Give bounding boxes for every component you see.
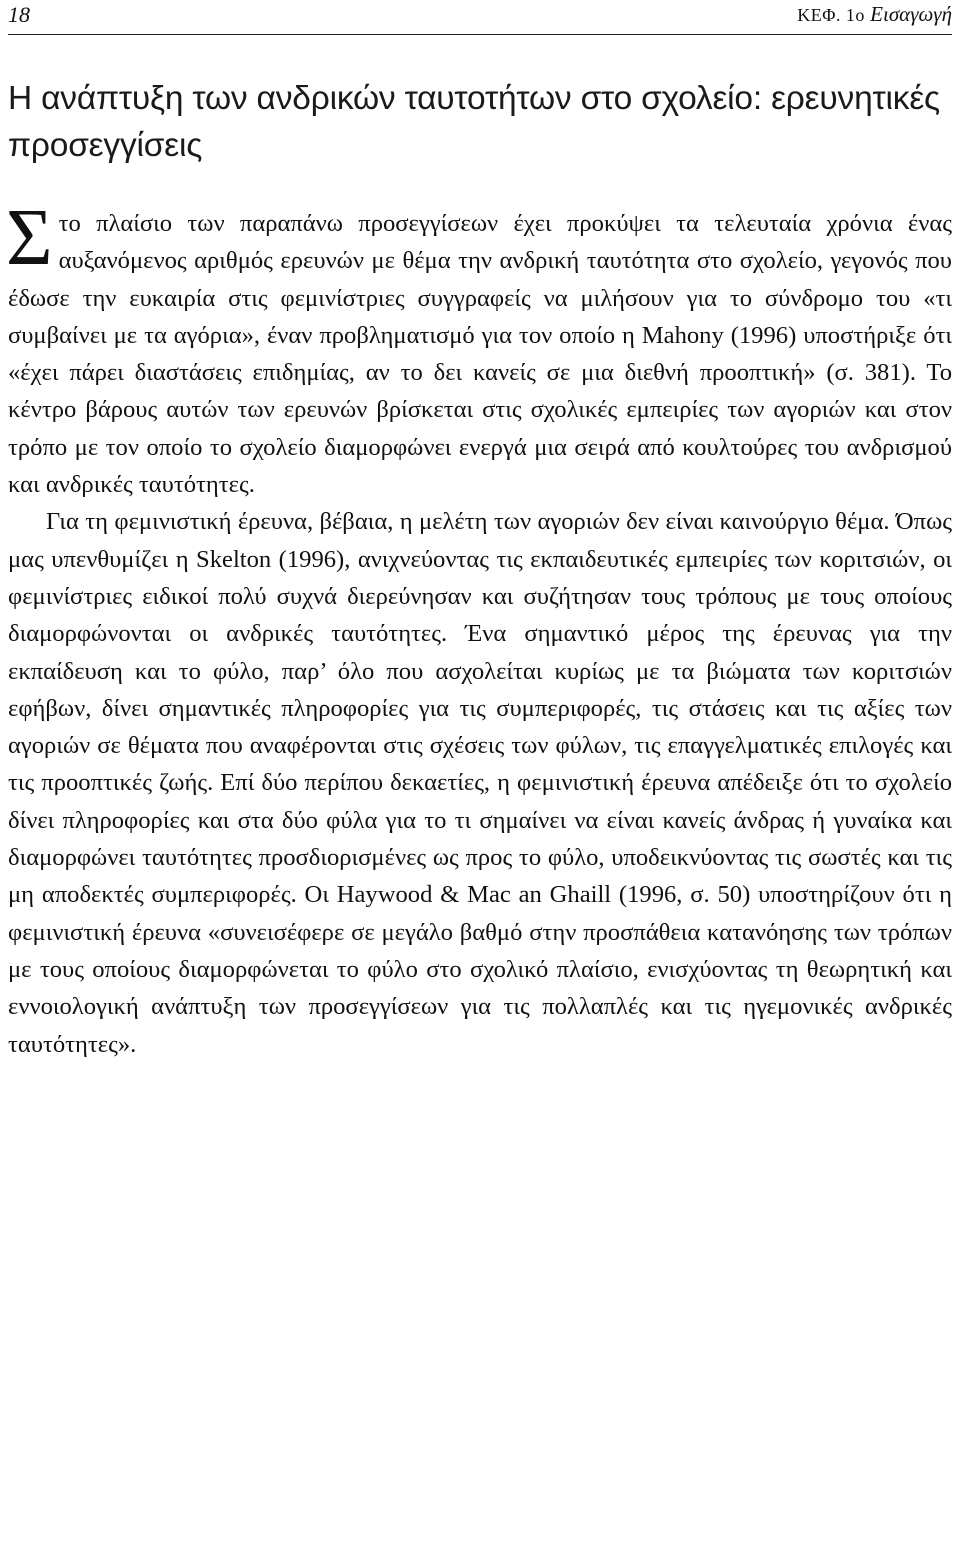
paragraph-second: Για τη φεμινιστική έρευνα, βέβαια, η μελέτη των αγοριών δεν είναι καινούργιο θέμα. Όπως μας υπενθυμίζει η Skelton (1996), ανιχνεύοντας τις εκπαιδευτικές εμπειρίες των κοριτσιών, οι φεμινίστριες ειδικοί πολύ συχνά διερεύνησαν και συζήτησαν τους τρόπους με τους οποίους διαμορφώνονται οι ανδρικές ταυτότητες. Ένα σημαντικό μέρος της έρευνας για την εκπαίδευση και το φύλο, παρ’ όλο που ασχολείται κυρίως με τα βιώματα των κοριτσιών εφήβων, δίνει σημαντικές πληροφορίες για τις συμπεριφορές, τις στάσεις και τις αξίες των αγοριών σε θέματα που αναφέρονται στις σχέσεις των φύλων, τις επαγγελματικές επιλογές και τις προοπτικές ζωής. Επί δύο περίπου δεκαετίες, η φεμινιστική έρευνα απέδειξε ότι το σχολείο δίνει πληροφορίες και στα δύο φύλα για το τι σημαίνει να είναι κανείς άνδρας ή γυναίκα και διαμορφώνει ταυτότητες προσδιορισμένες ως προς το φύλο, υποδεικνύοντας τις σωστές και τις μη αποδεκτές συμπεριφορές. Οι Haywood & Mac an Ghaill (1996, σ. 50) υποστηρίζουν ότι η φεμινιστική έρευνα «συνεισέφερε σε μεγάλο βαθμό στην προσπάθεια κατανόησης των τρόπων με τους οποίους διαμορφώνεται το φύλο στο σχολικό πλαίσιο, ενισχύοντας τη θεωρητική και εννοιολογική ανάπτυξη των προσεγγίσεων για τις πολλαπλές και τις ηγεμονικές ανδρικές ταυτότητες». <box>8 508 952 1058</box>
book-page <box>8 0 952 1063</box>
drop-cap: Σ <box>6 194 53 282</box>
section-heading: Η ανάπτυξη των ανδρικών ταυτοτήτων στο σχολείο: ερευνητικές προσεγγίσεις <box>8 80 941 164</box>
paragraph-first-text: το πλαίσιο των παραπάνω προσεγγίσεων έχει προκύψει τα τελευταία χρόνια ένας αυξανόμενος αριθμός ερευνών με θέμα την ανδρική ταυτότητα στο σχολείο, γεγονός που έδωσε την ευκαιρία στις φεμινίστριες συγγραφείς να μιλήσουν για το σύνδρομο του «τι συμβαίνει με τα αγόρια», έναν προβληματισμό για τον οποίο η Mahony (1996) υποστήριξε ότι «έχει πάρει διαστάσεις επιδημίας, αν το δει κανείς σε μια διεθνή προοπτική» (σ. 381). Το κέντρο βάρους αυτών των ερευνών βρίσκεται στις σχολικές εμπειρίες των αγοριών και στον τρόπο με τον οποίο το σχολείο διαμορφώνει ενεργά μια σειρά από κουλτούρες του ανδρισμού και ανδρικές ταυτότητες. <box>8 210 952 499</box>
body-text <box>6 194 952 1063</box>
chapter-label <box>797 2 952 27</box>
page-number: 18 <box>8 2 30 27</box>
paragraph-first <box>6 194 952 503</box>
chapter-title: Εισαγωγή <box>870 2 952 26</box>
running-header <box>8 0 952 35</box>
chapter-code: ΚΕΦ. 1ο <box>797 5 865 25</box>
